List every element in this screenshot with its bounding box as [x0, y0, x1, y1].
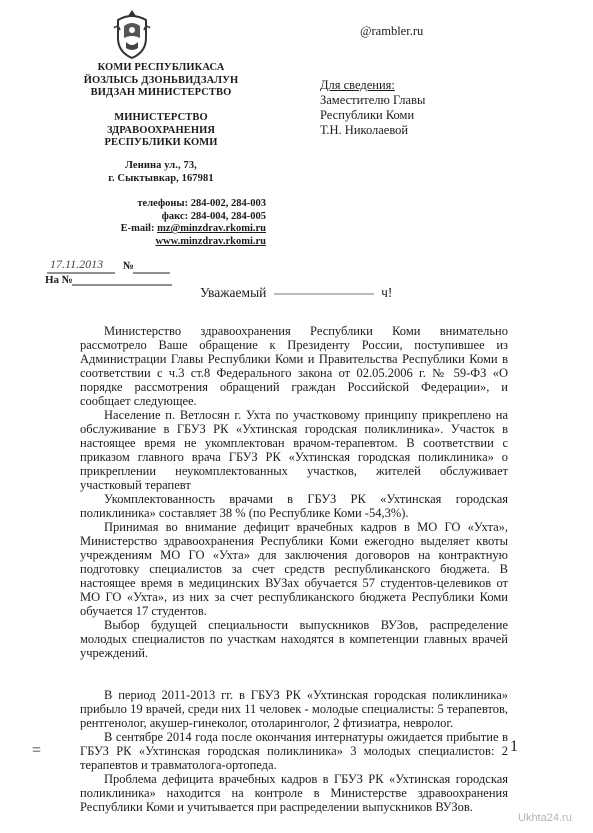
greeting-text: Уважаемый — [200, 285, 267, 300]
letter-body-part2 — [80, 688, 508, 814]
org-ru-line: МИНИСТЕРСТВО — [114, 112, 208, 123]
handwritten-date: 17.11.2013 — [50, 257, 104, 271]
org-address — [56, 160, 266, 185]
recipient-heading: Для сведения: — [320, 78, 395, 92]
paragraph: Выбор будущей специальности выпускников ВУЗов, распределение молодых специалистов по участкам находятся в компетенции главных врачей учреждений. — [80, 618, 508, 660]
greeting — [200, 285, 392, 301]
watermark: Ukhta24.ru — [518, 812, 572, 824]
recipient-email: @rambler.ru — [360, 24, 424, 38]
org-komi-line: ЙОЗЛЫСЬ ДЗОНЬВИДЗАЛУН — [83, 74, 239, 86]
email-line — [56, 223, 266, 236]
redacted-name — [274, 293, 374, 295]
left-margin-mark: = — [32, 742, 42, 759]
email-link[interactable]: mz@minzdrav.rkomi.ru — [157, 223, 266, 234]
website-line — [56, 236, 266, 249]
paragraph: В сентябре 2014 года после окончания интернатуры ожидается прибытие в ГБУЗ РК «Ухтинская городская поликлиника» 3 молодых специалистов: 2 терапевтов и травматолога-ортопеда. — [80, 730, 508, 772]
paragraph: Укомплектованность врачами в ГБУЗ РК «Ухтинская городская поликлиника» составляет 38 % (по Республике Коми -54,3%). — [80, 492, 508, 520]
greeting-end: ч! — [381, 285, 393, 300]
org-name-russian — [56, 112, 266, 150]
paragraph: В период 2011-2013 гг. в ГБУЗ РК «Ухтинская городская поликлиника» прибыло 19 врачей, среди них 11 человек - молодые специалисты: 5 терапевтов, рентгенолог, акушер-гинеколог, отоларинголог, 2 фтизиатра, невролог. — [80, 688, 508, 730]
org-ru-line: РЕСПУБЛИКИ КОМИ — [104, 137, 218, 148]
coat-of-arms-emblem — [112, 8, 152, 60]
recipient-line: Заместителю Главы — [320, 93, 426, 107]
reply-to-number: На № — [45, 274, 73, 286]
right-margin-mark: 1 — [510, 738, 518, 755]
org-komi-line: КОМИ РЕСПУБЛИКАСА — [97, 62, 225, 73]
paragraph: Проблема дефицита врачебных кадров в ГБУЗ РК «Ухтинская городская поликлиника» находится на контроле в Министерстве здравоохранения Республики Коми и учитывается при распределении выпускников ВУЗов. — [80, 772, 508, 814]
paragraph: Население п. Ветлосян г. Ухта по участковому принципу прикреплено на обслуживание в ГБУЗ РК «Ухтинская городская поликлиника». Участок в настоящее время не укомплектован врачом-терапевтом. В соответствии с приказом главного врача ГБУЗ РК «Ухтинская городская поликлиника» о прикреплении неукомплектованных участков, жителей обслуживает участковый терапевт — [80, 408, 508, 492]
website-link[interactable]: www.minzdrav.rkomi.ru — [155, 235, 266, 247]
org-ru-line: ЗДРАВООХРАНЕНИЯ — [106, 124, 216, 136]
phones: телефоны: 284-002, 284-003 — [137, 198, 266, 209]
address-line: Ленина ул., 73, — [125, 160, 197, 171]
reply-underline — [72, 276, 172, 286]
recipient-line: Т.Н. Николаевой — [320, 123, 409, 137]
recipient-line: Республики Коми — [320, 108, 415, 122]
letter-body-part1 — [80, 324, 508, 660]
org-name-komi — [56, 62, 266, 100]
fax: факс: 284-004, 284-005 — [161, 210, 266, 222]
org-komi-line: ВИДЗАН МИНИСТЕРСТВО — [90, 87, 232, 98]
paragraph: Министерство здравоохранения Республики Коми внимательно рассмотрело Ваше обращение к Президенту России, поступившее из Администрации Главы Республики Коми и Правительства Республики Коми в соответствии с ч.3 ст.8 Федерального закона от 02.05.2006 г. № 59-ФЗ «О порядке рассмотрения обращений граждан Российской Федерации», и сообщает следующее. — [80, 324, 508, 408]
number-prefix: № — [123, 260, 135, 272]
address-line: г. Сыктывкар, 167981 — [108, 172, 214, 184]
org-contacts — [56, 198, 266, 248]
recipient-block — [320, 78, 425, 138]
paragraph: Принимая во внимание дефицит врачебных кадров в МО ГО «Ухта», Министерство здравоохранения Республики Коми ежегодно выделяет квоты учреждениям МО ГО «Ухта» для заключения договоров на контрактную подготовку специалистов за счет средств республиканского бюджета. В настоящее время в медицинских ВУЗах обучается 57 студентов-целевиков от МО ГО «Ухта», из них за счет республиканского бюджета Республики Коми обучается 17 студентов. — [80, 520, 508, 618]
email-prefix: E-mail: — [120, 223, 158, 234]
